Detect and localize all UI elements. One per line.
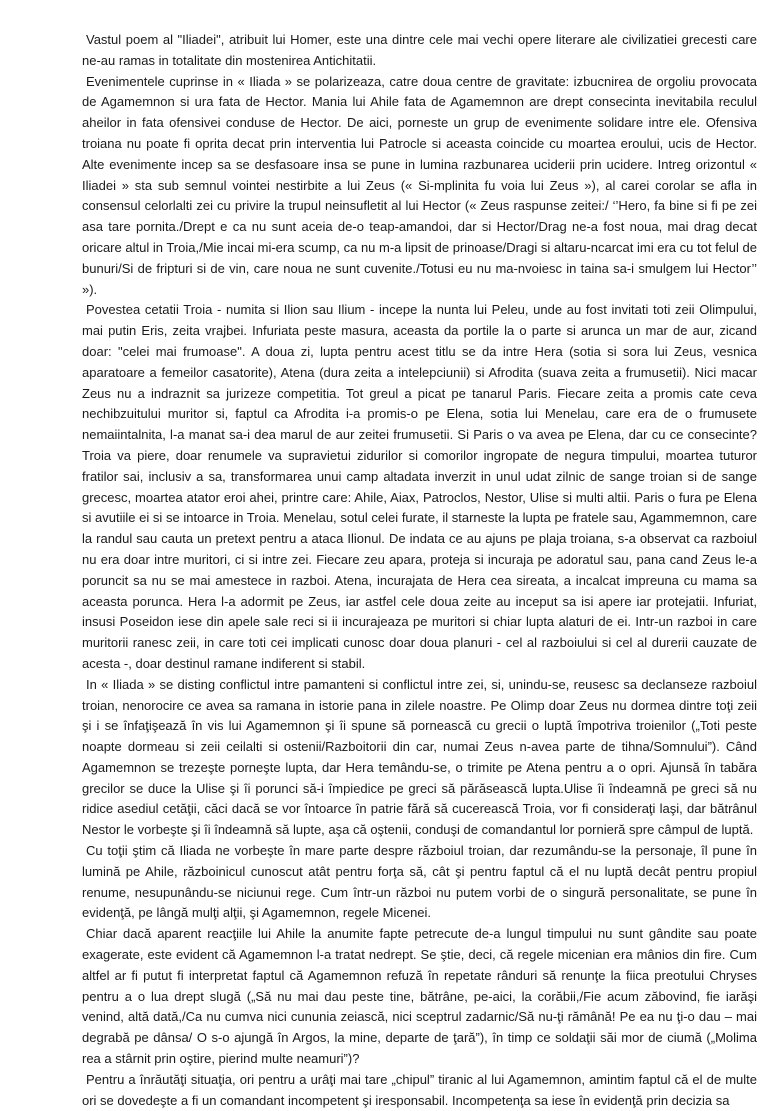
- paragraph-4: In « Iliada » se disting conflictul intre pamanteni si conflictul intre zei, si, unindu-se, reusesc sa declanseze razboiul troian, nenorocire ce avea sa ramana in istorie pana in zilele noastre. Pe Olimp doar Zeus nu dormea dintre toţi zeii şi i se înfaţişează în vis lui Agamemnon şi îi spune să pornească cu grecii o luptă împotriva troienilor („Toti peste noapte dormeau si zeii ceilalti si ostenii/Razboitorii din car, numai Zeus n-avea parte de tihna/Somnului”). Când Agamemnon se trezeşte porneşte lupta, dar Hera temându-se, o trimite pe Atena pentru a o opri. Ajunsă în tabăra grecilor se duce la Ulise şi îi porunci să-i împiedice pe greci să părăsească lupta.Ulise îi îndeamnă pe greci să nu ridice asediul cetăţii, căci dacă se vor întoarce în patrie fără să cucerească Troia, vor fi consideraţi laşi, dar bătrânul Nestor le vorbeşte şi îi îndeamnă să lupte, aşa că oştenii, conduşi de comandantul lor pornieră spre câmpul de luptă.: [82, 676, 757, 838]
- paragraph-6: Chiar dacă aparent reacţiile lui Ahile la anumite fapte petrecute de-a lungul timpului nu sunt gândite sau poate exagerate, este evident că Agamemnon l-a tratat nedrept. Se ştie, deci, că regele micenian era mânios din fire. Cum altfel ar fi putut fi interpretat faptul că Agamemnon refuză în repetate rânduri să renunţe la fiica preotului Chryses pentru a o lua drept slugă („Să nu mai dau peste tine, bătrâne, pe-aici, la corăbii,/Fie acum zăbovind, fie iarăşi venind, altă dată,/Ca nu cumva nici cununia zeiască, nici sceptrul zadarnic/Să nu-ţi rămână! Pe ea nu ţi-o dau – mai degrabă pe dânsa/ O s-o ajungă în Argos, la mine, departe de ţară”), în timp ce soldaţii săi mor de ciumă („Molima rea a stârnit prin oştire, pierind multe neamuri”)?: [82, 926, 757, 1067]
- paragraph-2: Evenimentele cuprinse in « Iliada » se polarizeaza, catre doua centre de gravitate: izbucnirea de orgoliu provocata de Agamemnon si ura fata de Hector. Mania lui Ahile fata de Agamemnon are drept consecinta inevitabila reculul aheilor in fata ofensivei conduse de Hector. De aici, porneste un grup de evenimente solidare intre ele. Ofensiva troiana nu poate fi oprita decat prin interventia lui Patrocle si aceasta coincide cu moartea eroului, ucis de Hector. Alte evenimente incep sa se desfasoare insa se pune in lumina razbunarea uciderii prin ucidere. Intreg orizontul « Iliadei » sta sub semnul vointei nestirbite a lui Zeus (« Si-mplinita fu voia lui Zeus »), al carei corolar se afla in consensul celorlalti zei cu privire la trupul neinsufletit al lui Hector (« Zeus raspunse zeitei:/ ‘’Hero, fa bine si fi pe zei asa tare pornita./Drept e ca nu sunt aceia de-o teap-amandoi, dar si Hector/Drag ne-a fost noua, mai drag decat oricare altul in Troia,/Mie incai mi-era scump, ca nu m-a lipsit de prinoase/Dragi si altaru-ncarcat imi era cu tot felul de bunuri/Si de fripturi si de vin, care noua ne sunt cuvenite./Totusi eu nu ma-nvoiesc in taina sa-i smulgem lui Hector’’ »).: [82, 73, 757, 297]
- paragraph-1: Vastul poem al "Iliadei", atribuit lui Homer, este una dintre cele mai vechi opere literare ale civilizatiei grecesti care ne-au ramas in totalitate din mostenirea Antichitatii.: [82, 32, 757, 68]
- paragraph-5: Cu toţii ştim că Iliada ne vorbeşte în mare parte despre războiul troian, dar rezumându-se la personaje, îl pune în lumină pe Ahile, războinicul cunoscut atât pentru forţa să, cât şi pentru faptul că el nu luptă decât pentru propiul renume, nesupunându-se niciunui rege. Cum într-un război nu putem vorbi de o singură personalitate, se pune în evidenţă, pe lângă mulţi alţii, şi Agamemnon, regele Micenei.: [82, 843, 757, 921]
- paragraph-7: Pentru a înrăutăţi situaţia, ori pentru a urâţi mai tare „chipul” tiranic al lui Agamemnon, amintim faptul că el de multe ori se dovedeşte a fi un comandant incompetent şi iresponsabil. Incompetenţa sa iese în evidenţă prin decizia sa: [82, 1071, 757, 1108]
- paragraph-3: Povestea cetatii Troia - numita si Ilion sau Ilium - incepe la nunta lui Peleu, unde au fost invitati toti zeii Olimpului, mai putin Eris, zeita vrajbei. Infuriata peste masura, aceasta da portile la o parte si arunca un mar de aur, zicand doar: "celei mai frumoase". A doua zi, lupta pentru acest titlu se da intre Hera (sotia si sora lui Zeus, vesnica aparatoare a femeilor casatorite), Atena (dura zeita a intelepciunii) si Afrodita (suava zeita a frumusetii). Nici macar Zeus nu a indraznit sa jurizeze competitia. Tot greul a picat pe tanarul Paris. Fiecare zeita a promis cate ceva nechibzuitului muritor si, faptul ca Afrodita i-a promis-o pe Elena, sotia lui Menelau, care era de o frumusete nemaiintalnita, l-a manat sa-i dea marul de aur zeitei frumusetii. Si Paris o va avea pe Elena, dar cu ce consecinte? Troia va piere, doar renumele va supravietui zidurilor si comorilor ingropate de negura timpului, moartea tuturor fratilor sai, inclusiv a sa, transformarea unui camp altadata inverzit in unul udat zilnic de sange troian si de sange grecesc, moartea atator eroi ahei, printre care: Ahile, Aiax, Patroclos, Nestor, Ulise si multi altii. Paris o fura pe Elena si avutiile ei si se intoarce in Troia. Menelau, sotul celei furate, il starneste la lupta pe fratele sau, Agammemnon, care la randul sau cauta un pretext pentru a ataca Ilionul. De indata ce au ajuns pe plaja troiana, s-a observat ca razboiul nu era doar intre muritori, ci si intre zei. Fiecare zeu apara, proteja si incuraja pe adoratul sau, pana cand Zeus le-a poruncit sa nu se mai amestece in razboi. Atena, incurajata de Hera cea sireata, a incalcat impreuna cu mama sa aceasta porunca. Hera l-a adormit pe Zeus, iar astfel cele doua zeite au inceput sa isi apere iar protejatii. Infuriat, insusi Poseidon iese din apele sale reci si ii incurajeaza pe muritori si chiar lupta alaturi de ei. Intr-un razboi in care muritorii ranesc zeii, in care toti cei implicati cunosc doar doua planuri - cel al razboiului si cel al durerii cauzate de acesta -, doar destinul ramane indiferent si stabil.: [82, 302, 757, 671]
